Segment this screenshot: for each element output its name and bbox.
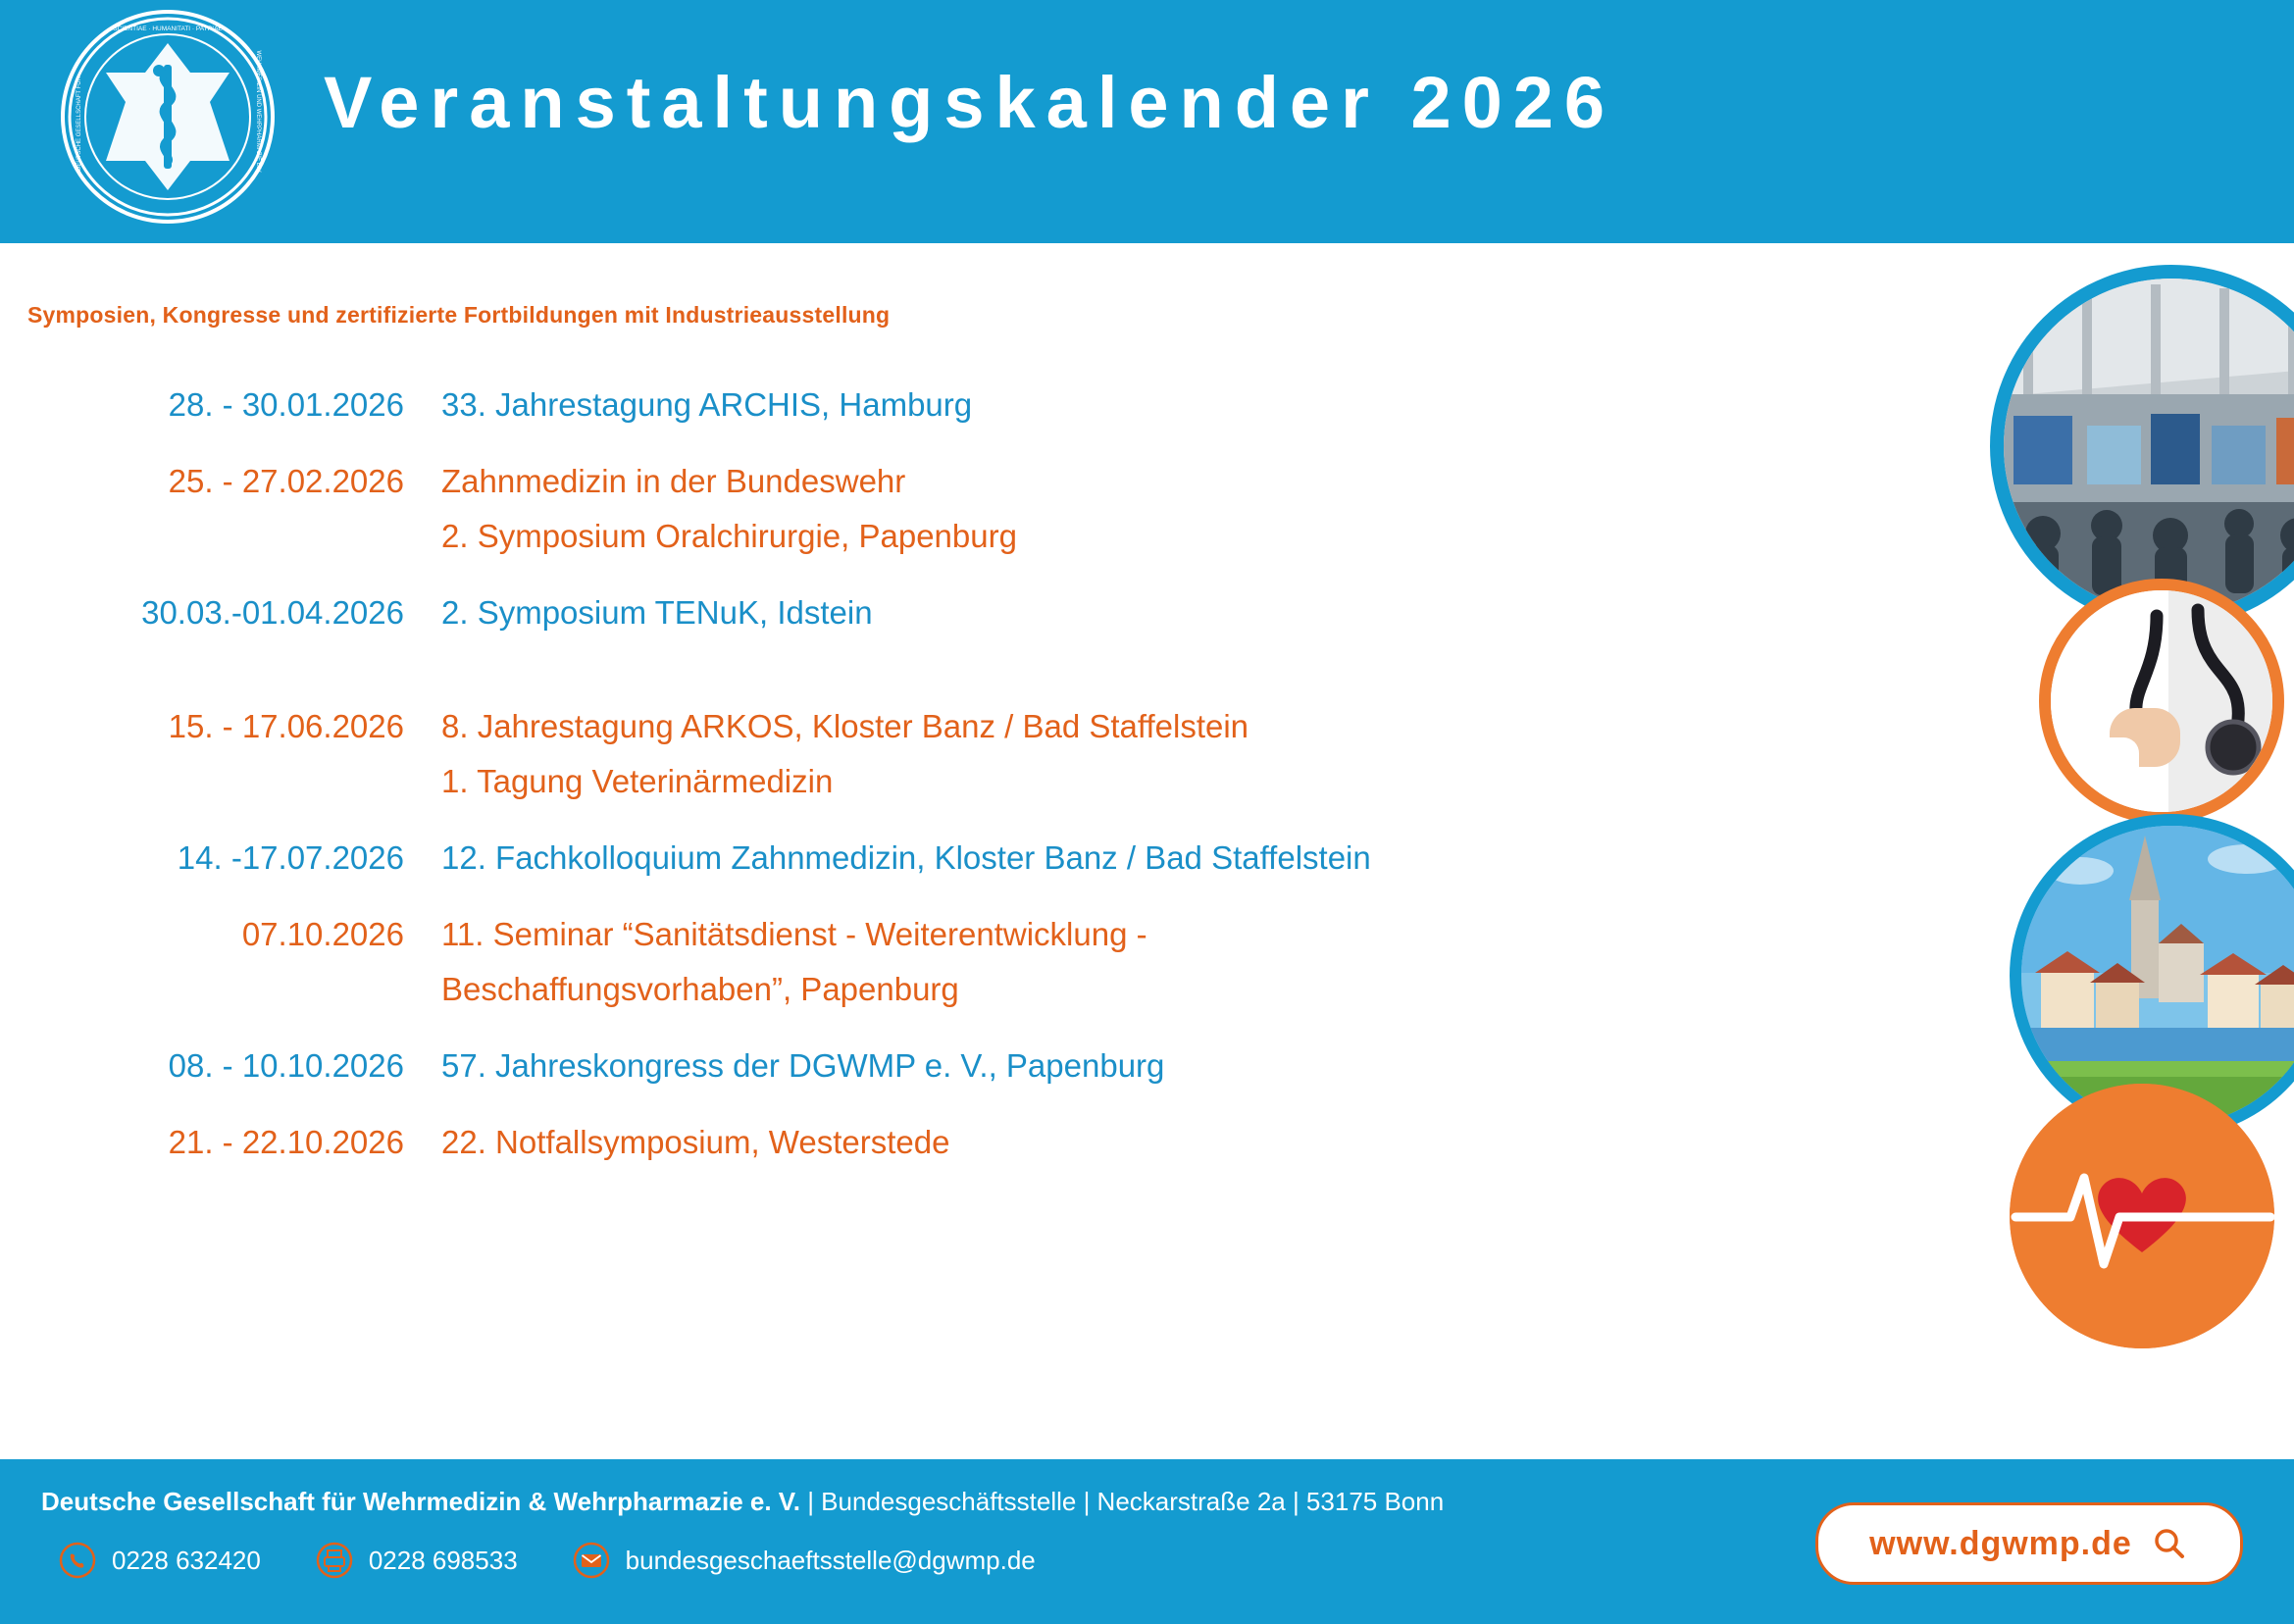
contact-email[interactable]	[573, 1542, 1036, 1579]
dgwmp-logo	[61, 10, 275, 224]
logo-emblem	[65, 14, 271, 220]
website-url[interactable]: www.dgwmp.de	[1869, 1524, 2132, 1562]
exhibition-hall-graphic	[2004, 279, 2294, 617]
event-date: 28. - 30.01.2026	[168, 386, 404, 423]
heart-ecg-icon	[2010, 1084, 2274, 1348]
exhibition-hall-photo	[1990, 265, 2294, 628]
event-date: 15. - 17.06.2026	[168, 708, 404, 744]
event-title	[441, 1039, 1164, 1093]
fax-number: 0228 698533	[368, 1545, 518, 1575]
event-title-line: 57. Jahreskongress der DGWMP e. V., Papenburg	[441, 1047, 1165, 1084]
event-title	[441, 1115, 949, 1170]
event-date: 08. - 10.10.2026	[168, 1047, 404, 1084]
contact-phone	[59, 1542, 261, 1579]
event-title-line: 11. Seminar “Sanitätsdienst - Weiterentwicklung -	[441, 916, 1147, 952]
events-table	[0, 378, 1991, 1195]
website-button[interactable]	[1815, 1502, 2243, 1585]
heart-ecg-graphic	[2010, 1084, 2274, 1348]
table-row	[0, 454, 1991, 564]
event-title	[441, 585, 873, 640]
event-title	[441, 907, 1147, 1017]
footer-org-line	[41, 1487, 1444, 1517]
event-title-line: 2. Symposium TENuK, Idstein	[441, 594, 873, 631]
ulm-minster-graphic	[2021, 826, 2294, 1126]
svg-text:SCIENTIAE · HUMANITATI · PATRI: SCIENTIAE · HUMANITATI · PATRIAE	[113, 25, 223, 32]
page-header	[0, 0, 2294, 243]
table-row	[0, 585, 1991, 640]
event-date: 25. - 27.02.2026	[168, 463, 404, 499]
footer-contacts	[59, 1542, 1091, 1579]
contact-fax	[316, 1542, 518, 1579]
table-row	[0, 907, 1991, 1017]
stethoscope-photo	[2039, 579, 2284, 824]
event-title-line: Zahnmedizin in der Bundeswehr	[441, 463, 906, 499]
table-row	[0, 1115, 1991, 1170]
svg-text:DEUTSCHE GESELLSCHAFT FÜR: DEUTSCHE GESELLSCHAFT FÜR	[76, 76, 82, 171]
phone-number: 0228 632420	[112, 1545, 261, 1575]
table-row	[0, 831, 1991, 886]
section-subtitle: Symposien, Kongresse und zertifizierte Fortbildungen mit Industrieausstellung	[27, 302, 891, 328]
event-date: 14. -17.07.2026	[177, 839, 404, 876]
mail-icon	[573, 1542, 610, 1579]
event-title	[441, 699, 1249, 809]
event-title	[441, 831, 1371, 886]
page-footer	[0, 1459, 2294, 1624]
stethoscope-graphic	[2051, 590, 2274, 814]
svg-text:WEHRMEDIZIN UND WEHRPHARMAZIE: WEHRMEDIZIN UND WEHRPHARMAZIE E.V.	[255, 50, 261, 174]
search-icon[interactable]	[2150, 1524, 2189, 1563]
event-title-line: 2. Symposium Oralchirurgie, Papenburg	[441, 518, 1017, 554]
footer-org-name: Deutsche Gesellschaft für Wehrmedizin & Wehrpharmazie e. V.	[41, 1487, 800, 1516]
table-row	[0, 699, 1991, 809]
fax-icon	[316, 1542, 353, 1579]
table-row	[0, 378, 1991, 432]
decorative-image-column	[1882, 265, 2294, 1324]
event-title-line: 12. Fachkolloquium Zahnmedizin, Kloster Banz / Bad Staffelstein	[441, 839, 1371, 876]
footer-address: | Bundesgeschäftsstelle | Neckarstraße 2a | 53175 Bonn	[799, 1487, 1445, 1516]
event-title	[441, 454, 1017, 564]
event-date: 21. - 22.10.2026	[168, 1124, 404, 1160]
phone-icon	[59, 1542, 96, 1579]
event-date: 07.10.2026	[241, 916, 404, 952]
event-title-line: 33. Jahrestagung ARCHIS, Hamburg	[441, 386, 973, 423]
email-address[interactable]: bundesgeschaeftsstelle@dgwmp.de	[625, 1545, 1036, 1575]
table-row	[0, 1039, 1991, 1093]
page-title: Veranstaltungskalender 2026	[324, 62, 1616, 143]
event-title	[441, 378, 972, 432]
event-date: 30.03.-01.04.2026	[141, 594, 404, 631]
event-title-line: 22. Notfallsymposium, Westerstede	[441, 1124, 950, 1160]
event-title-line: 1. Tagung Veterinärmedizin	[441, 763, 834, 799]
event-title-line: Beschaffungsvorhaben”, Papenburg	[441, 971, 959, 1007]
event-title-line: 8. Jahrestagung ARKOS, Kloster Banz / Bad Staffelstein	[441, 708, 1249, 744]
